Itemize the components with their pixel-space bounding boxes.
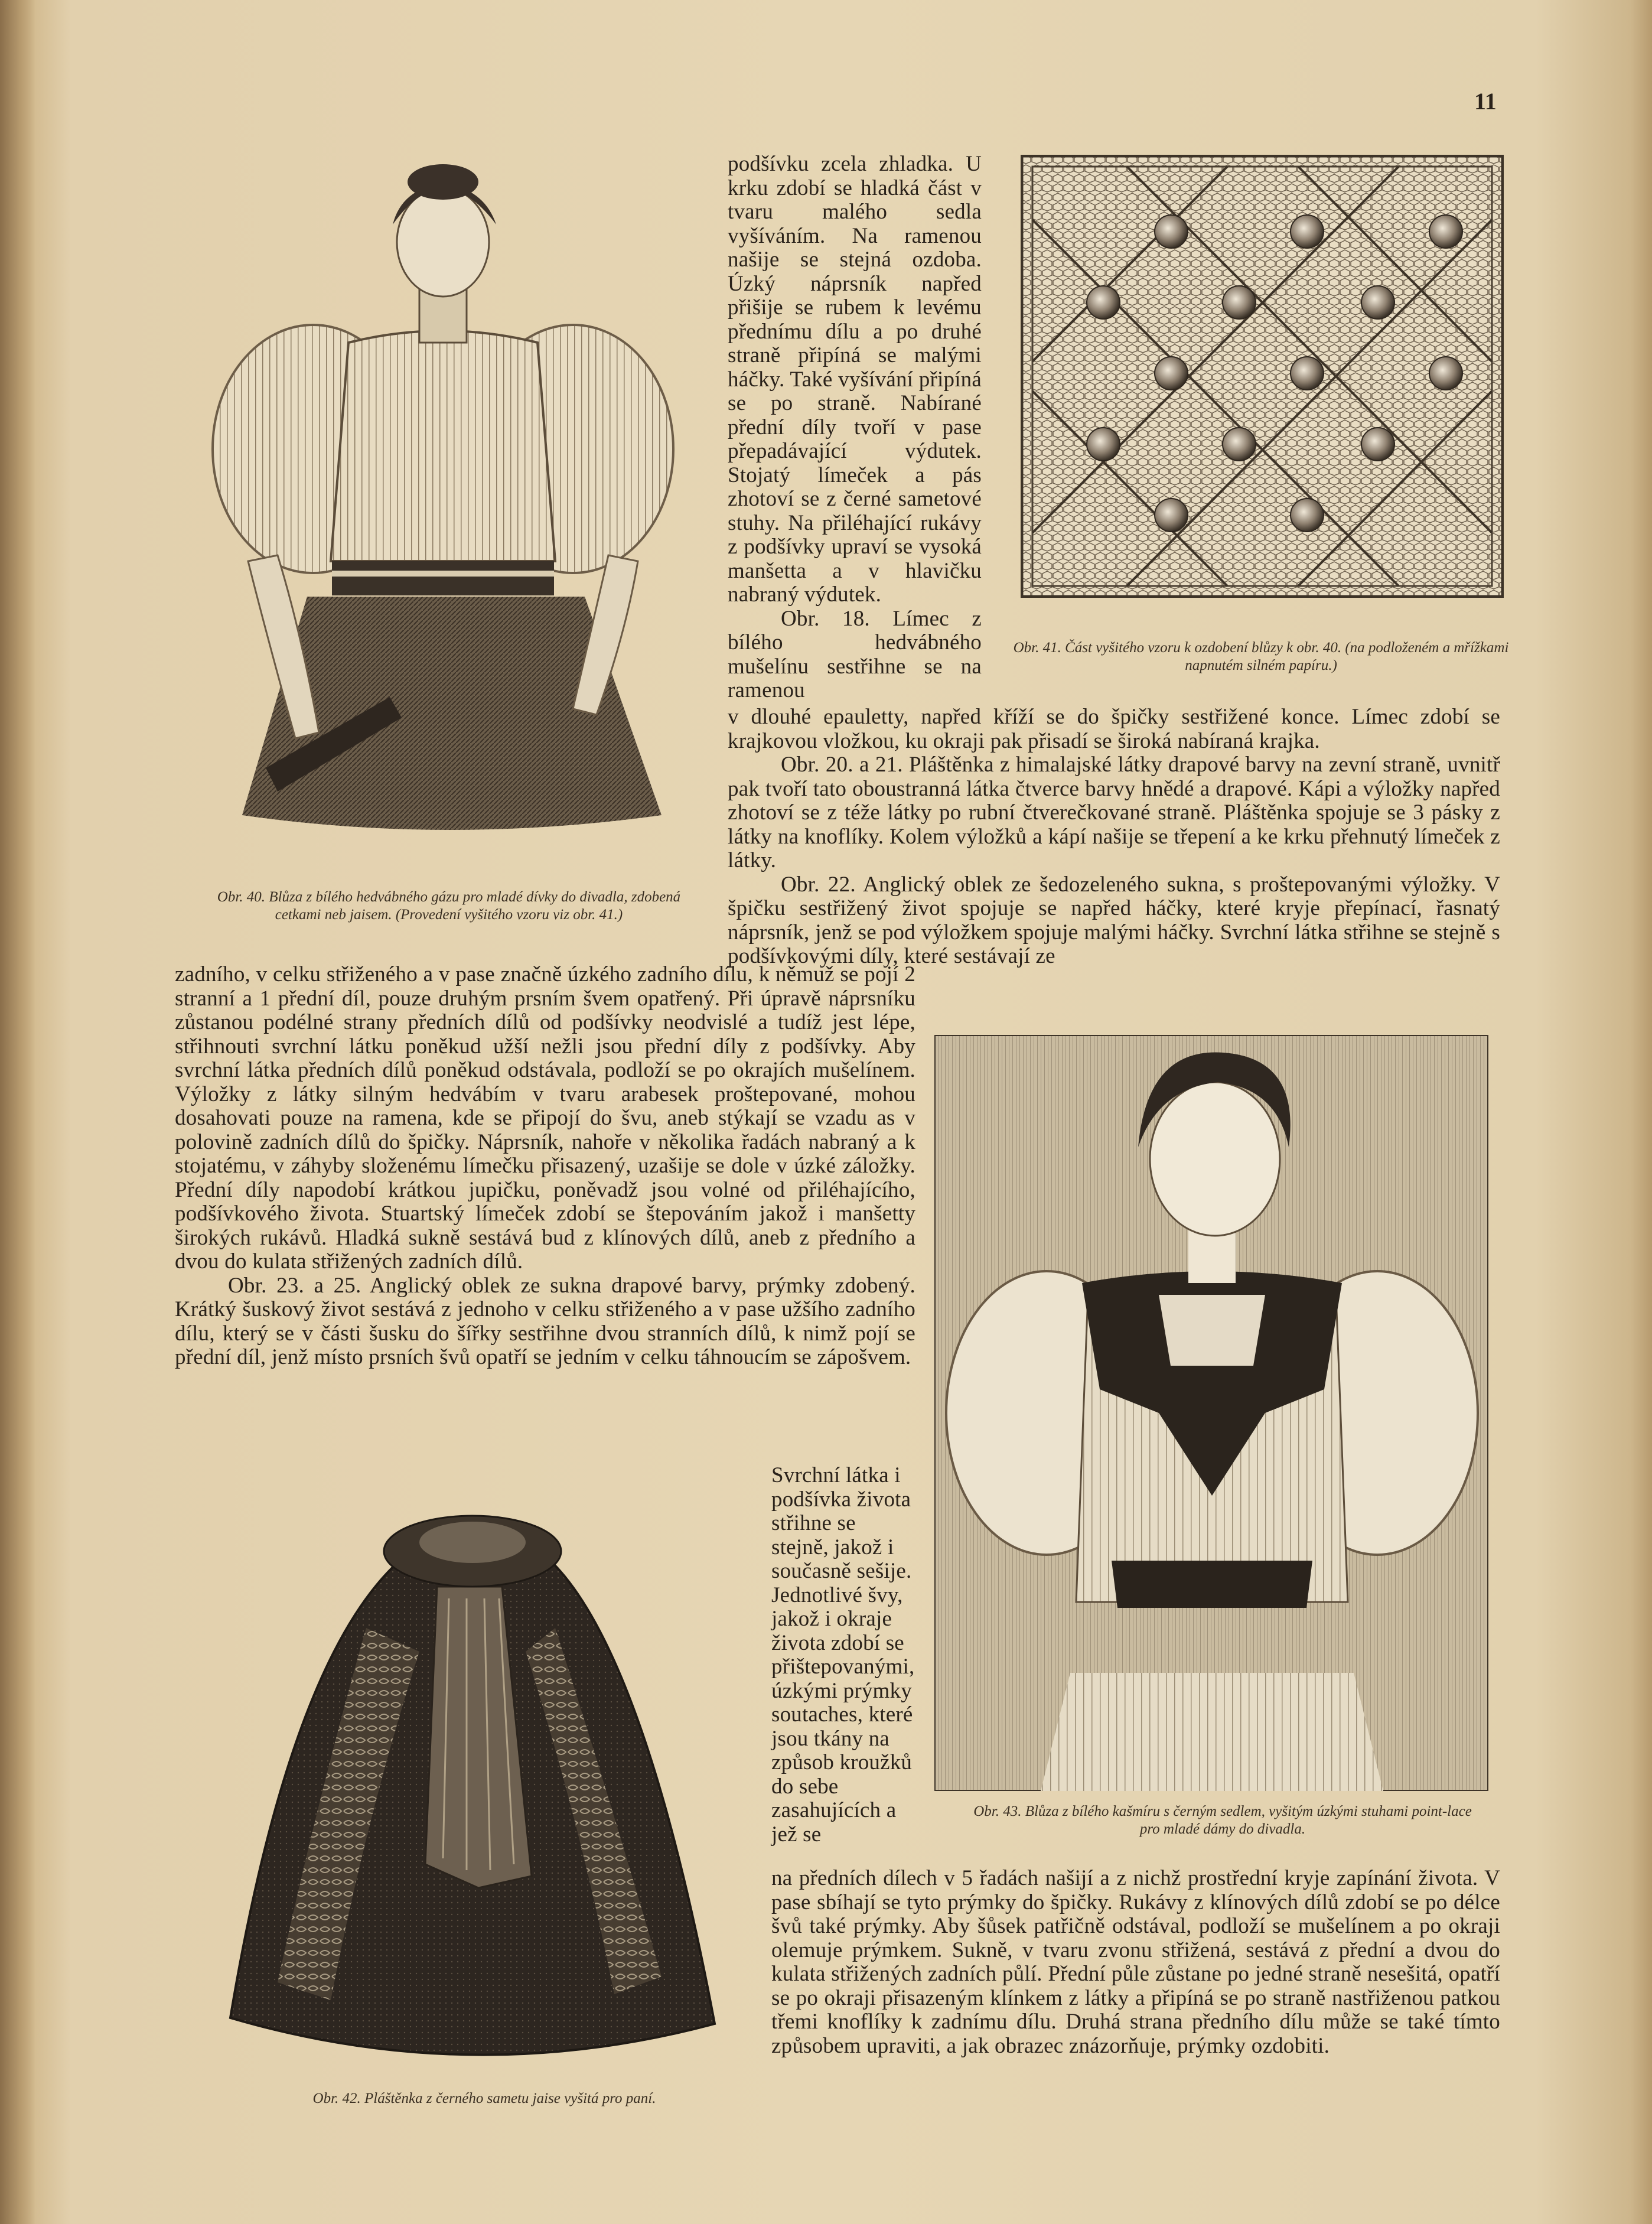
paragraph-obr18: Obr. 18. Límec z bílého hedvábného mušelínu sestřihne se na ramenou bbox=[728, 606, 982, 702]
paragraph: Svrchní látka i podšívka života střihne se stejně, jakož i současně sešije. Jednotlivé švy, jakož i okraje života zdobí se přištepovanými, úzkými prýmky soutaches, které jsou tkány na způsob kroužků do sebe zasahujících a jež se bbox=[771, 1463, 915, 1847]
text-column-left bbox=[175, 963, 915, 1370]
figure-42-cape-illustration bbox=[224, 1510, 721, 2077]
paragraph-obr20-21: Obr. 20. a 21. Pláštěnka z himalajské látky drapové barvy na zevní straně, uvnitř pak tvoří tato oboustranná látka čtverce barvy hnědé a drapové. Kápi a výložky napřed zhotoví se z téže látky po rubní čtverečkované straně. Pláštěnka spojuje se 3 pásky z látky na knoflíky. Kolem výložků a kápí našije se třepení a ke krku přehnutý límeček z látky. bbox=[728, 753, 1500, 872]
text-column-right-top bbox=[728, 152, 982, 703]
figure-41-embroidery-pattern bbox=[1021, 155, 1504, 598]
paragraph: na předních dílech v 5 řadách našijí a z nichž prostřední kryje zapínání života. V pase sbíhají se tyto prýmky do špičky. Rukávy z klínových dílů zdobí se po délce švů také prýmky. Aby šůsek patřičně odstával, podloží se mušelínem a po okraji olemuje prýmkem. Sukně, v tvaru zvonu střižená, sestává z přední a dvou do kulata střižených zadních půlí. Přední půle zůstane po jedné straně nesešitá, opatří se po okraji přisazeným klínkem z látky a připíná se po straně nastřiženou patkou třemi knoflíky k zadnímu dílu. Druhá strana předního dílu může se také tímto způsobem upraviti, a jak obrazec znázorňuje, prýmky ozdobiti. bbox=[771, 1866, 1500, 2058]
page-gutter bbox=[0, 0, 35, 2224]
figure-43-caption: Obr. 43. Blůza z bílého kašmíru s černým sedlem, vyšitým úzkými stuhami point-lace pro mladé dámy do divadla. bbox=[973, 1803, 1472, 1837]
paragraph: zadního, v celku střiženého a v pase značně úzkého zadního dílu, k němuž se pojí 2 stranní a 1 přední díl, pouze druhým prsním švem opatřený. Při úpravě náprsníku zůstanou podélné strany předních dílů od podšívky neodvislé a tudíž jest lépe, střihnouti svrchní látku poněkud užší nežli jsou přední díly z podšívky. Aby svrchní látka předních dílů poněkud odstávala, podloží se po okrajích mušelínem. Výložky z látky silným hedvábím v tvaru arabesek proštepované, mohou dosahovati pouze na ramena, kde se připojí do švu, aneb stýkají se vzadu as v polovině zadních dílů do špičky. Náprsník, nahoře v několika řadách nabraný a k stojatému, v záhyby složenému límečku přisazený, uzašije se dole v úzké záložky. Přední díly napodobí krátkou jupičku, poněvadž jsou volné od přiléhajícího, podšívkového života. Stuartský límeček zdobí se štepováním jakož i manšetty širokých rukávů. Hladká sukně sestává bud z klínových dílů, aneb z předního a dvou do kulata střižených zadních dílů. bbox=[175, 962, 915, 1274]
figure-43-blouse-portrait bbox=[934, 1035, 1488, 1791]
figure-40-blouse-illustration bbox=[177, 148, 709, 880]
figure-40-caption: Obr. 40. Blůza z bílého hedvábného gázu pro mladé dívky do divadla, zdobená cetkami neb jaisem. (Provedení vyšitého vzoru viz obr. 41.) bbox=[217, 889, 681, 923]
paragraph-obr23-25: Obr. 23. a 25. Anglický oblek ze sukna drapové barvy, prýmky zdobený. Krátký šuskový život sestává z jednoho v celku střiženého a v pase užšího zadního dílu, který se v části šusku do šířky sestřihne dvou stranních dílů, k nimž pojí se přední díl, jenž místo prsních švů opatří se jedním v celku táhnoucím se zápošvem. bbox=[175, 1273, 915, 1369]
figure-42-caption: Obr. 42. Pláštěnka z černého sametu jaise vyšitá pro paní. bbox=[312, 2091, 656, 2106]
paragraph: v dlouhé epauletty, napřed kříží se do špičky sestřižené konce. Límec zdobí se krajkovou vložkou, ku okraji pak přisadí se široká nabíraná krajka. bbox=[728, 705, 1500, 753]
figure-41-caption: Obr. 41. Část vyšitého vzoru k ozdobení blůzy k obr. 40. (na podloženém a mřížkami napnutém silném papíru.) bbox=[1013, 640, 1509, 673]
text-wide-block bbox=[728, 705, 1500, 969]
paragraph: podšívku zcela zhladka. U krku zdobí se hladká část v tvaru malého sedla vyšíváním. Na ramenou našije se stejná ozdoba. Úzký náprsník napřed přišije se rubem k levému přednímu dílu a po druhé straně připíná se malými háčky. Také vyšívání připíná se po straně. Nabírané přední díly tvoří v pase přepadávající výdutek. Stojatý límeček a pás zhotoví se z černé sametové stuhy. Na přiléhající rukávy z podšívky upraví se vysoká manšetta a v hlavičku nabraný výdutek. bbox=[728, 152, 982, 607]
text-bottom-right bbox=[771, 1867, 1500, 2058]
text-column-narrow bbox=[771, 1464, 917, 1847]
paragraph-obr22: Obr. 22. Anglický oblek ze šedozeleného sukna, s proštepovanými výložky. V špičku sestřižený život spojuje se napřed háčky, které kryje přepínací, řasnatý náprsník, jenž se pod výložkem spojuje malými háčky. Svrchní látka střihne se stejně s podšívkovými díly, které sestávají ze bbox=[728, 872, 1500, 968]
page-number: 11 bbox=[1474, 88, 1497, 115]
